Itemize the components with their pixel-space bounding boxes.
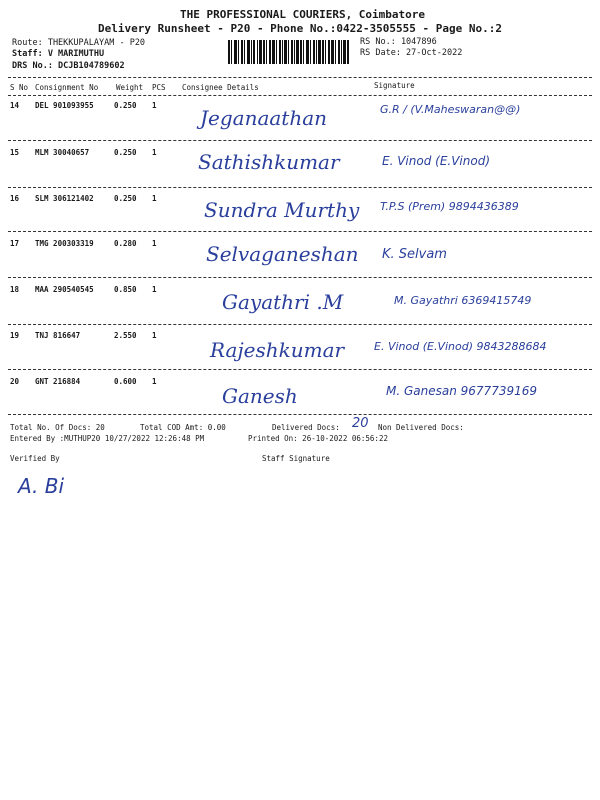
divider <box>8 231 592 232</box>
row-pcs: 1 <box>152 148 157 157</box>
signature-mark: M. Ganesan 9677739169 <box>386 384 537 398</box>
staff-text: Staff: V MARIMUTHU <box>12 49 105 59</box>
divider <box>8 140 592 141</box>
entered-by: Entered By :MUTHUP20 10/27/2022 12:26:48 PM <box>10 434 205 443</box>
divider <box>8 369 592 370</box>
row-pcs: 1 <box>152 194 157 203</box>
consignee-name: Jeganaathan <box>200 106 328 130</box>
non-delivered-docs: Non Delivered Docs: <box>378 423 464 432</box>
total-cod: Total COD Amt: 0.00 <box>140 423 226 432</box>
drs-number: DRS No.: DCJB104789602 <box>12 61 125 71</box>
barcode-image <box>228 40 350 64</box>
divider <box>8 77 592 78</box>
row-consignment: MAA 290540545 <box>35 285 94 294</box>
row-consignment: MLM 30040657 <box>35 148 90 157</box>
divider <box>8 95 592 96</box>
signature-mark: E. Vinod (E.Vinod) 9843288684 <box>374 340 547 353</box>
col-header-consignee: Consignee Details <box>182 83 259 92</box>
divider <box>8 414 592 415</box>
col-header-pcs: PCS <box>152 83 166 92</box>
row-consignment: SLM 306121402 <box>35 194 94 203</box>
signature-mark: G.R / (V.Maheswaran@@) <box>380 103 521 116</box>
signature-mark: M. Gayathri 6369415749 <box>394 294 532 307</box>
divider <box>8 277 592 278</box>
col-header-consignment: Consignment No <box>35 83 99 92</box>
row-weight: 0.250 <box>114 148 137 157</box>
company-title: THE PROFESSIONAL COURIERS, Coimbatore <box>180 8 426 21</box>
verifier-signature: A. Bi <box>18 474 65 498</box>
route-text: Route: THEKKUPALAYAM - P20 <box>12 38 146 48</box>
verified-by-label: Verified By <box>10 454 60 463</box>
row-sno: 17 <box>10 239 20 248</box>
row-weight: 0.250 <box>114 101 137 110</box>
col-header-weight: Weight <box>116 83 144 92</box>
rs-number: RS No.: 1047896 <box>360 37 437 47</box>
divider <box>8 324 592 325</box>
staff-signature-label: Staff Signature <box>262 454 330 463</box>
signature-mark: E. Vinod (E.Vinod) <box>382 154 490 168</box>
row-sno: 19 <box>10 331 20 340</box>
row-sno: 15 <box>10 148 20 157</box>
consignee-name: Ganesh <box>222 384 298 408</box>
row-weight: 0.250 <box>114 194 137 203</box>
row-pcs: 1 <box>152 377 157 386</box>
row-pcs: 1 <box>152 239 157 248</box>
runsheet-subtitle: Delivery Runsheet - P20 - Phone No.:0422-3505555 - Page No.:2 <box>98 22 502 35</box>
col-header-signature: Signature <box>374 81 415 90</box>
printed-on: Printed On: 26-10-2022 06:56:22 <box>248 434 388 443</box>
row-weight: 0.600 <box>114 377 137 386</box>
row-sno: 20 <box>10 377 20 386</box>
consignee-name: Rajeshkumar <box>210 338 345 362</box>
row-sno: 18 <box>10 285 20 294</box>
row-weight: 2.550 <box>114 331 137 340</box>
total-docs: Total No. Of Docs: 20 <box>10 423 105 432</box>
consignee-name: Sundra Murthy <box>204 198 360 222</box>
signature-mark: T.P.S (Prem) 9894436389 <box>380 200 519 213</box>
divider <box>8 187 592 188</box>
row-consignment: TNJ 816647 <box>35 331 81 340</box>
signature-mark: K. Selvam <box>382 247 447 262</box>
row-pcs: 1 <box>152 101 157 110</box>
row-sno: 16 <box>10 194 20 203</box>
row-weight: 0.280 <box>114 239 137 248</box>
consignee-name: Selvaganeshan <box>206 242 359 266</box>
consignee-name: Sathishkumar <box>198 150 340 174</box>
delivered-docs-label: Delivered Docs: <box>272 423 340 432</box>
row-consignment: TMG 200303319 <box>35 239 94 248</box>
delivered-docs-value: 20 <box>352 416 369 431</box>
consignee-name: Gayathri .M <box>222 290 344 314</box>
row-weight: 0.850 <box>114 285 137 294</box>
row-sno: 14 <box>10 101 20 110</box>
row-consignment: GNT 216884 <box>35 377 81 386</box>
row-pcs: 1 <box>152 331 157 340</box>
row-consignment: DEL 901093955 <box>35 101 94 110</box>
row-pcs: 1 <box>152 285 157 294</box>
rs-date: RS Date: 27-Oct-2022 <box>360 48 463 58</box>
col-header-sno: S No <box>10 83 29 92</box>
